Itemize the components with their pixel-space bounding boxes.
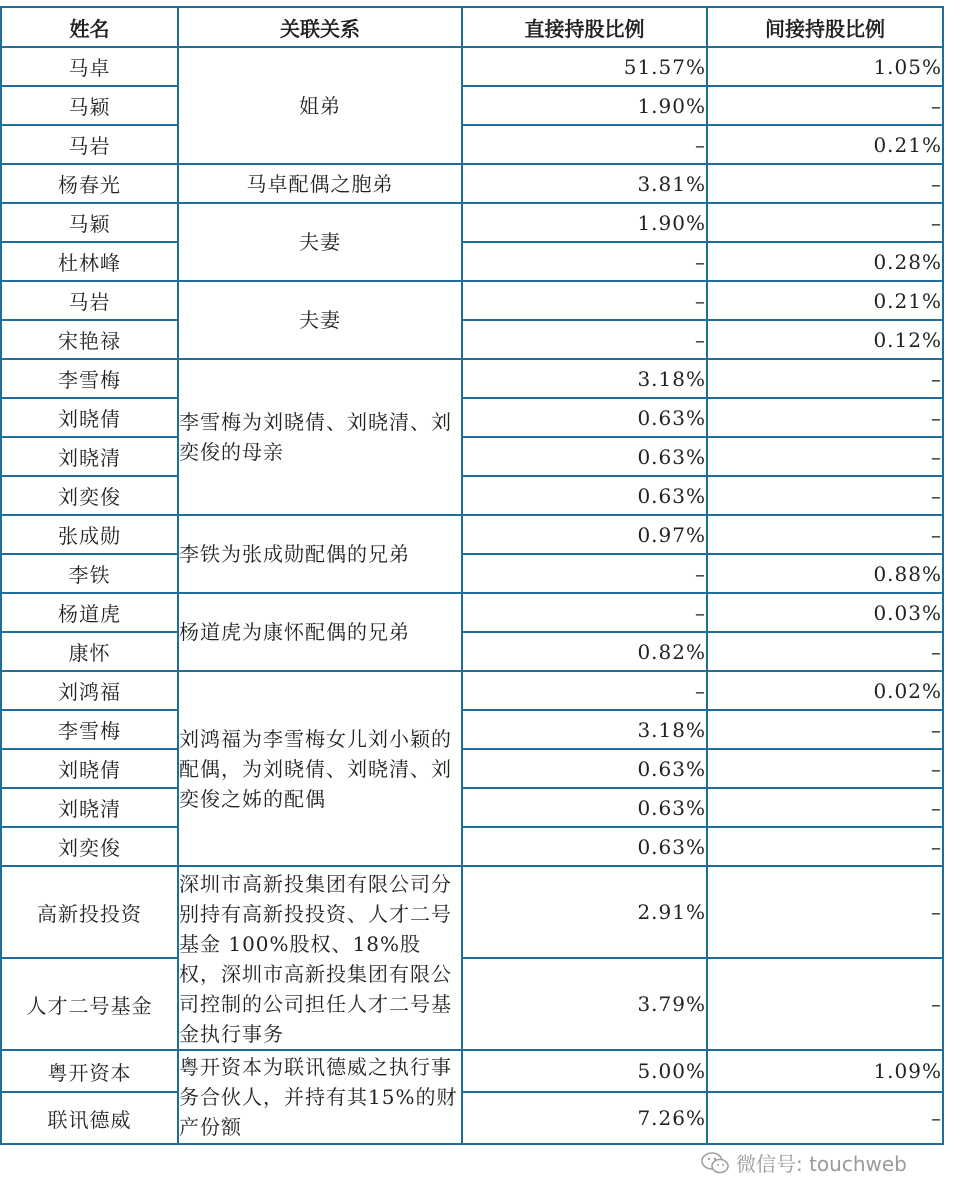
name-cell: 张成勋 [1, 515, 178, 554]
header-relation: 关联关系 [178, 7, 462, 47]
table-row [1, 632, 943, 671]
indirect-cell: – [707, 827, 943, 866]
table-row [1, 554, 943, 593]
name-cell: 马卓 [1, 47, 178, 86]
direct-cell: – [462, 593, 707, 632]
name-cell: 杨春光 [1, 164, 178, 203]
relation-cell: 夫妻 [178, 281, 462, 359]
direct-cell: 0.63% [462, 827, 707, 866]
indirect-cell: 0.12% [707, 320, 943, 359]
name-cell: 刘晓清 [1, 788, 178, 827]
table-row [1, 593, 943, 632]
direct-cell: 2.91% [462, 866, 707, 958]
name-cell: 高新投投资 [1, 866, 178, 958]
indirect-cell: – [707, 203, 943, 242]
table-row [1, 671, 943, 710]
direct-cell: 0.82% [462, 632, 707, 671]
direct-cell: – [462, 671, 707, 710]
direct-cell: 3.81% [462, 164, 707, 203]
direct-cell: 0.63% [462, 398, 707, 437]
table-row [1, 47, 943, 86]
indirect-cell: 0.21% [707, 125, 943, 164]
table-row [1, 866, 943, 958]
indirect-cell: – [707, 164, 943, 203]
direct-cell: – [462, 125, 707, 164]
header-row [1, 7, 943, 47]
table-row [1, 749, 943, 788]
table-row [1, 86, 943, 125]
table-row [1, 203, 943, 242]
indirect-cell: – [707, 515, 943, 554]
relation-cell: 马卓配偶之胞弟 [178, 164, 462, 203]
name-cell: 刘晓倩 [1, 749, 178, 788]
direct-cell: – [462, 320, 707, 359]
name-cell: 马岩 [1, 281, 178, 320]
table-row [1, 398, 943, 437]
name-cell: 李雪梅 [1, 710, 178, 749]
name-cell: 马颖 [1, 86, 178, 125]
direct-cell: – [462, 281, 707, 320]
table-row [1, 320, 943, 359]
direct-cell: 3.79% [462, 958, 707, 1050]
indirect-cell: 0.88% [707, 554, 943, 593]
direct-cell: 3.18% [462, 710, 707, 749]
table-row [1, 788, 943, 827]
indirect-cell: – [707, 359, 943, 398]
indirect-cell: – [707, 476, 943, 515]
indirect-cell: 0.21% [707, 281, 943, 320]
name-cell: 李铁 [1, 554, 178, 593]
table-row [1, 125, 943, 164]
indirect-cell: 1.09% [707, 1050, 943, 1092]
direct-cell: 7.26% [462, 1092, 707, 1144]
direct-cell: 0.97% [462, 515, 707, 554]
name-cell: 康怀 [1, 632, 178, 671]
name-cell: 杜林峰 [1, 242, 178, 281]
table-row [1, 827, 943, 866]
indirect-cell: – [707, 86, 943, 125]
name-cell: 人才二号基金 [1, 958, 178, 1050]
name-cell: 李雪梅 [1, 359, 178, 398]
direct-cell: 1.90% [462, 86, 707, 125]
relation-cell: 粤开资本为联讯德威之执行事务合伙人，并持有其15%的财产份额 [178, 1050, 462, 1144]
watermark [700, 1148, 907, 1177]
direct-cell: 0.63% [462, 749, 707, 788]
relation-cell: 李雪梅为刘晓倩、刘晓清、刘奕俊的母亲 [178, 359, 462, 515]
direct-cell: – [462, 242, 707, 281]
indirect-cell: – [707, 398, 943, 437]
name-cell: 马岩 [1, 125, 178, 164]
relation-cell: 夫妻 [178, 203, 462, 281]
indirect-cell: 0.02% [707, 671, 943, 710]
header-indirect: 间接持股比例 [707, 7, 943, 47]
wechat-icon [700, 1151, 730, 1175]
table-row [1, 164, 943, 203]
direct-cell: 1.90% [462, 203, 707, 242]
relation-cell: 姐弟 [178, 47, 462, 164]
relation-cell: 深圳市高新投集团有限公司分别持有高新投投资、人才二号基金 100%股权、18%股权，深圳市高新投集团有限公司控制的公司担任人才二号基金执行事务 [178, 866, 462, 1050]
direct-cell: 0.63% [462, 788, 707, 827]
name-cell: 刘鸿福 [1, 671, 178, 710]
table-row [1, 710, 943, 749]
name-cell: 刘晓清 [1, 437, 178, 476]
relation-cell: 李铁为张成勋配偶的兄弟 [178, 515, 462, 593]
table-row [1, 242, 943, 281]
table-row [1, 476, 943, 515]
name-cell: 刘奕俊 [1, 476, 178, 515]
table-row [1, 359, 943, 398]
table-row [1, 958, 943, 1050]
name-cell: 粤开资本 [1, 1050, 178, 1092]
name-cell: 联讯德威 [1, 1092, 178, 1144]
name-cell: 马颖 [1, 203, 178, 242]
table-row [1, 515, 943, 554]
table-row [1, 1050, 943, 1092]
direct-cell: 0.63% [462, 437, 707, 476]
indirect-cell: 1.05% [707, 47, 943, 86]
name-cell: 刘奕俊 [1, 827, 178, 866]
direct-cell: 5.00% [462, 1050, 707, 1092]
indirect-cell: – [707, 437, 943, 476]
relation-cell: 杨道虎为康怀配偶的兄弟 [178, 593, 462, 671]
watermark-label: 微信号: touchweb [736, 1152, 907, 1176]
indirect-cell: 0.28% [707, 242, 943, 281]
direct-cell: 51.57% [462, 47, 707, 86]
indirect-cell: – [707, 866, 943, 958]
direct-cell: 0.63% [462, 476, 707, 515]
relation-cell: 刘鸿福为李雪梅女儿刘小颖的配偶，为刘晓倩、刘晓清、刘奕俊之姊的配偶 [178, 671, 462, 866]
indirect-cell: – [707, 710, 943, 749]
direct-cell: 3.18% [462, 359, 707, 398]
table-row [1, 1092, 943, 1144]
indirect-cell: – [707, 958, 943, 1050]
indirect-cell: – [707, 1092, 943, 1144]
table-row [1, 437, 943, 476]
indirect-cell: – [707, 749, 943, 788]
header-name: 姓名 [1, 7, 178, 47]
shareholding-table [0, 6, 944, 1145]
indirect-cell: – [707, 632, 943, 671]
header-direct: 直接持股比例 [462, 7, 707, 47]
indirect-cell: 0.03% [707, 593, 943, 632]
direct-cell: – [462, 554, 707, 593]
name-cell: 宋艳禄 [1, 320, 178, 359]
name-cell: 刘晓倩 [1, 398, 178, 437]
name-cell: 杨道虎 [1, 593, 178, 632]
table-row [1, 281, 943, 320]
indirect-cell: – [707, 788, 943, 827]
